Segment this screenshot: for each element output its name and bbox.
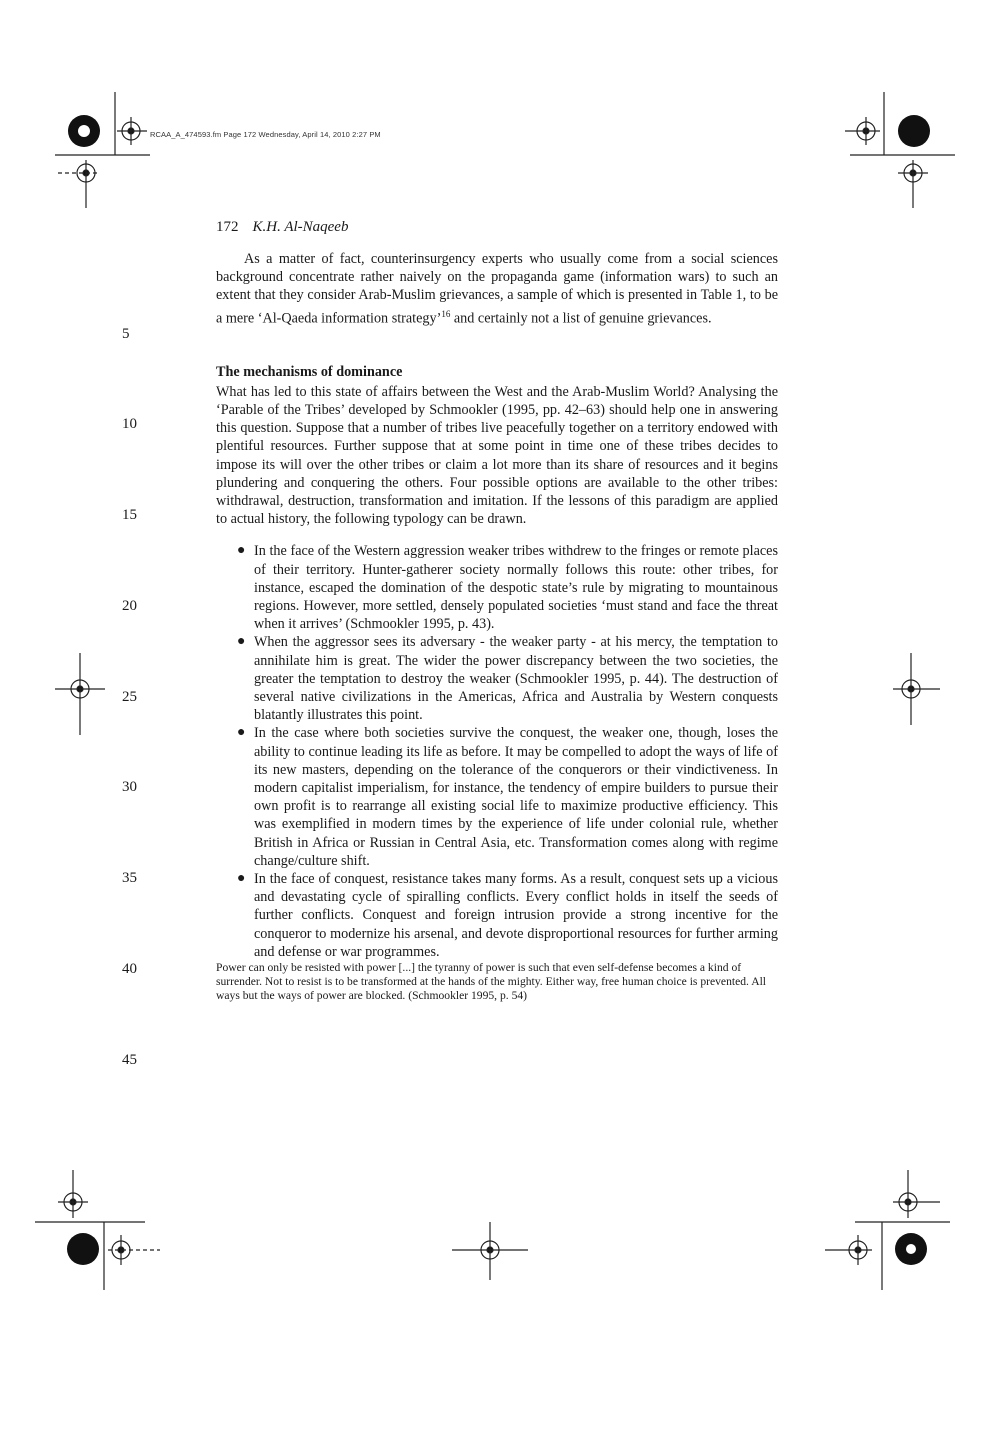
list-item-text: In the face of the Western aggression weaker tribes withdrew to the fringes or remote places of their territory. Hunter-gatherer society normally follows this route: other tribes, for instance, escaped the domination of the despotic state’s rule by migrating to mountainous regions. However, more settled, densely populated societies ‘must stand and face the threat when it arrives’ (Schmookler 1995, p. 43). [254, 543, 778, 633]
target-mark-icon [898, 160, 928, 208]
section-heading: The mechanisms of dominance [216, 363, 403, 380]
line-number: 15 [122, 507, 137, 523]
line-number: 30 [122, 779, 137, 795]
running-head [216, 219, 348, 236]
registration-mark-icon [67, 1233, 99, 1265]
line-number: 40 [122, 961, 137, 977]
list-item-text: In the face of conquest, resistance takes many forms. As a result, conquest sets up a vicious and devastating cycle of spiralling conflicts. Every conflict holds in itself the seeds of further conflicts. Conquest and foreign intrusion provide a strong incentive for the conqueror to modernize his arsenal, and devote disproportional resources for further arming and defense or war programmes. [254, 871, 778, 960]
list-item [237, 870, 778, 961]
print-slug: RCAA_A_474593.fm Page 172 Wednesday, April 14, 2010 2:27 PM [150, 130, 381, 139]
bullet-icon: ● [237, 725, 246, 741]
target-mark-icon [58, 1170, 88, 1218]
line-number: 10 [122, 416, 137, 432]
line-number: 25 [122, 689, 137, 705]
running-head-author: K.H. Al-Naqeeb [252, 219, 349, 235]
footnote-marker: 16 [441, 308, 451, 319]
intro-text: As a matter of fact, counterinsurgency experts who usually come from a social sciences background concentrate rather naively on the propaganda game (information wars) to such an extent that they consider Arab-Muslim grievances, a sample of which is presented in Table 1, to be a mere ‘Al-Qaeda information strategy’ [216, 251, 778, 327]
list-item [237, 633, 778, 724]
target-mark-icon [58, 160, 100, 208]
page-number: 172 [216, 219, 239, 235]
line-number: 5 [122, 326, 130, 342]
line-number: 20 [122, 598, 137, 614]
list-item-text: When the aggressor sees its adversary - the weaker party - at his mercy, the temptation to annihilate him is great. The wider the power discrepancy between the two societies, the greater the temptation to destroy the weaker (Schmookler 1995, p. 44). The destruction of several native civilizations in the Americas, Africa and Australia by Western conquests blatantly illustrates this point. [254, 634, 778, 724]
target-mark-icon [893, 653, 940, 725]
target-mark-icon [825, 1235, 872, 1265]
bullet-icon: ● [237, 543, 246, 559]
target-mark-icon [893, 1170, 940, 1218]
intro-paragraph [216, 250, 778, 328]
registration-mark-icon [895, 1233, 927, 1265]
target-mark-icon [452, 1222, 528, 1280]
bullet-icon: ● [237, 871, 246, 887]
intro-text-end: and certainly not a list of genuine grievances. [450, 310, 712, 327]
registration-mark-icon [68, 115, 100, 147]
line-number: 45 [122, 1052, 137, 1068]
mechanisms-paragraph: What has led to this state of affairs between the West and the Arab-Muslim World? Analysing the ‘Parable of the Tribes’ developed by Schmookler (1995, pp. 42–63) should help one in answering this question. Suppose that a number of tribes live peacefully together on a territory endowed with plentiful resources. Further suppose that at some point in time one of these tribes decides to impose its will over the other tribes or claim a lot more than its share of resources and it begins plundering and conquering the others. Four possible options are available to the other tribes: withdrawal, destruction, transformation and imitation. If the lessons of this paradigm are applied to actual history, the following typology can be drawn. [216, 383, 778, 528]
list-item-text: In the case where both societies survive the conquest, the weaker one, though, loses the ability to continue leading its life as before. It may be compelled to adopt the ways of life of its new masters, depending on the tolerance of the conquerors or their vindictiveness. In modern capitalist imperialism, for instance, the tendency of empire builders to pursue their own profit is to rearrange all existing social life to maximize productive efficiency. This was exemplified in modern times by the experience of life under colonial rule, whether British in Africa or Russian in Central Asia, etc. Transformation comes along with regime change/culture shift. [254, 725, 778, 869]
target-mark-icon [55, 653, 105, 735]
bullet-icon: ● [237, 634, 246, 650]
list-item [237, 724, 778, 870]
list-item [237, 542, 778, 633]
registration-mark-icon [898, 115, 930, 147]
target-mark-icon [108, 1235, 160, 1265]
block-quote: Power can only be resisted with power [...] the tyranny of power is such that even self-defense becomes a kind of surrender. Not to resist is to be transformed at the hands of the mighty. Either way, free human choice is prevented. All ways but the ways of power are blocked. (Schmookler 1995, p. 54) [216, 961, 767, 1003]
line-number: 35 [122, 870, 137, 886]
target-mark-icon [845, 117, 880, 145]
typology-list [216, 542, 778, 961]
target-mark-icon [117, 117, 147, 145]
article-body [216, 250, 778, 1004]
